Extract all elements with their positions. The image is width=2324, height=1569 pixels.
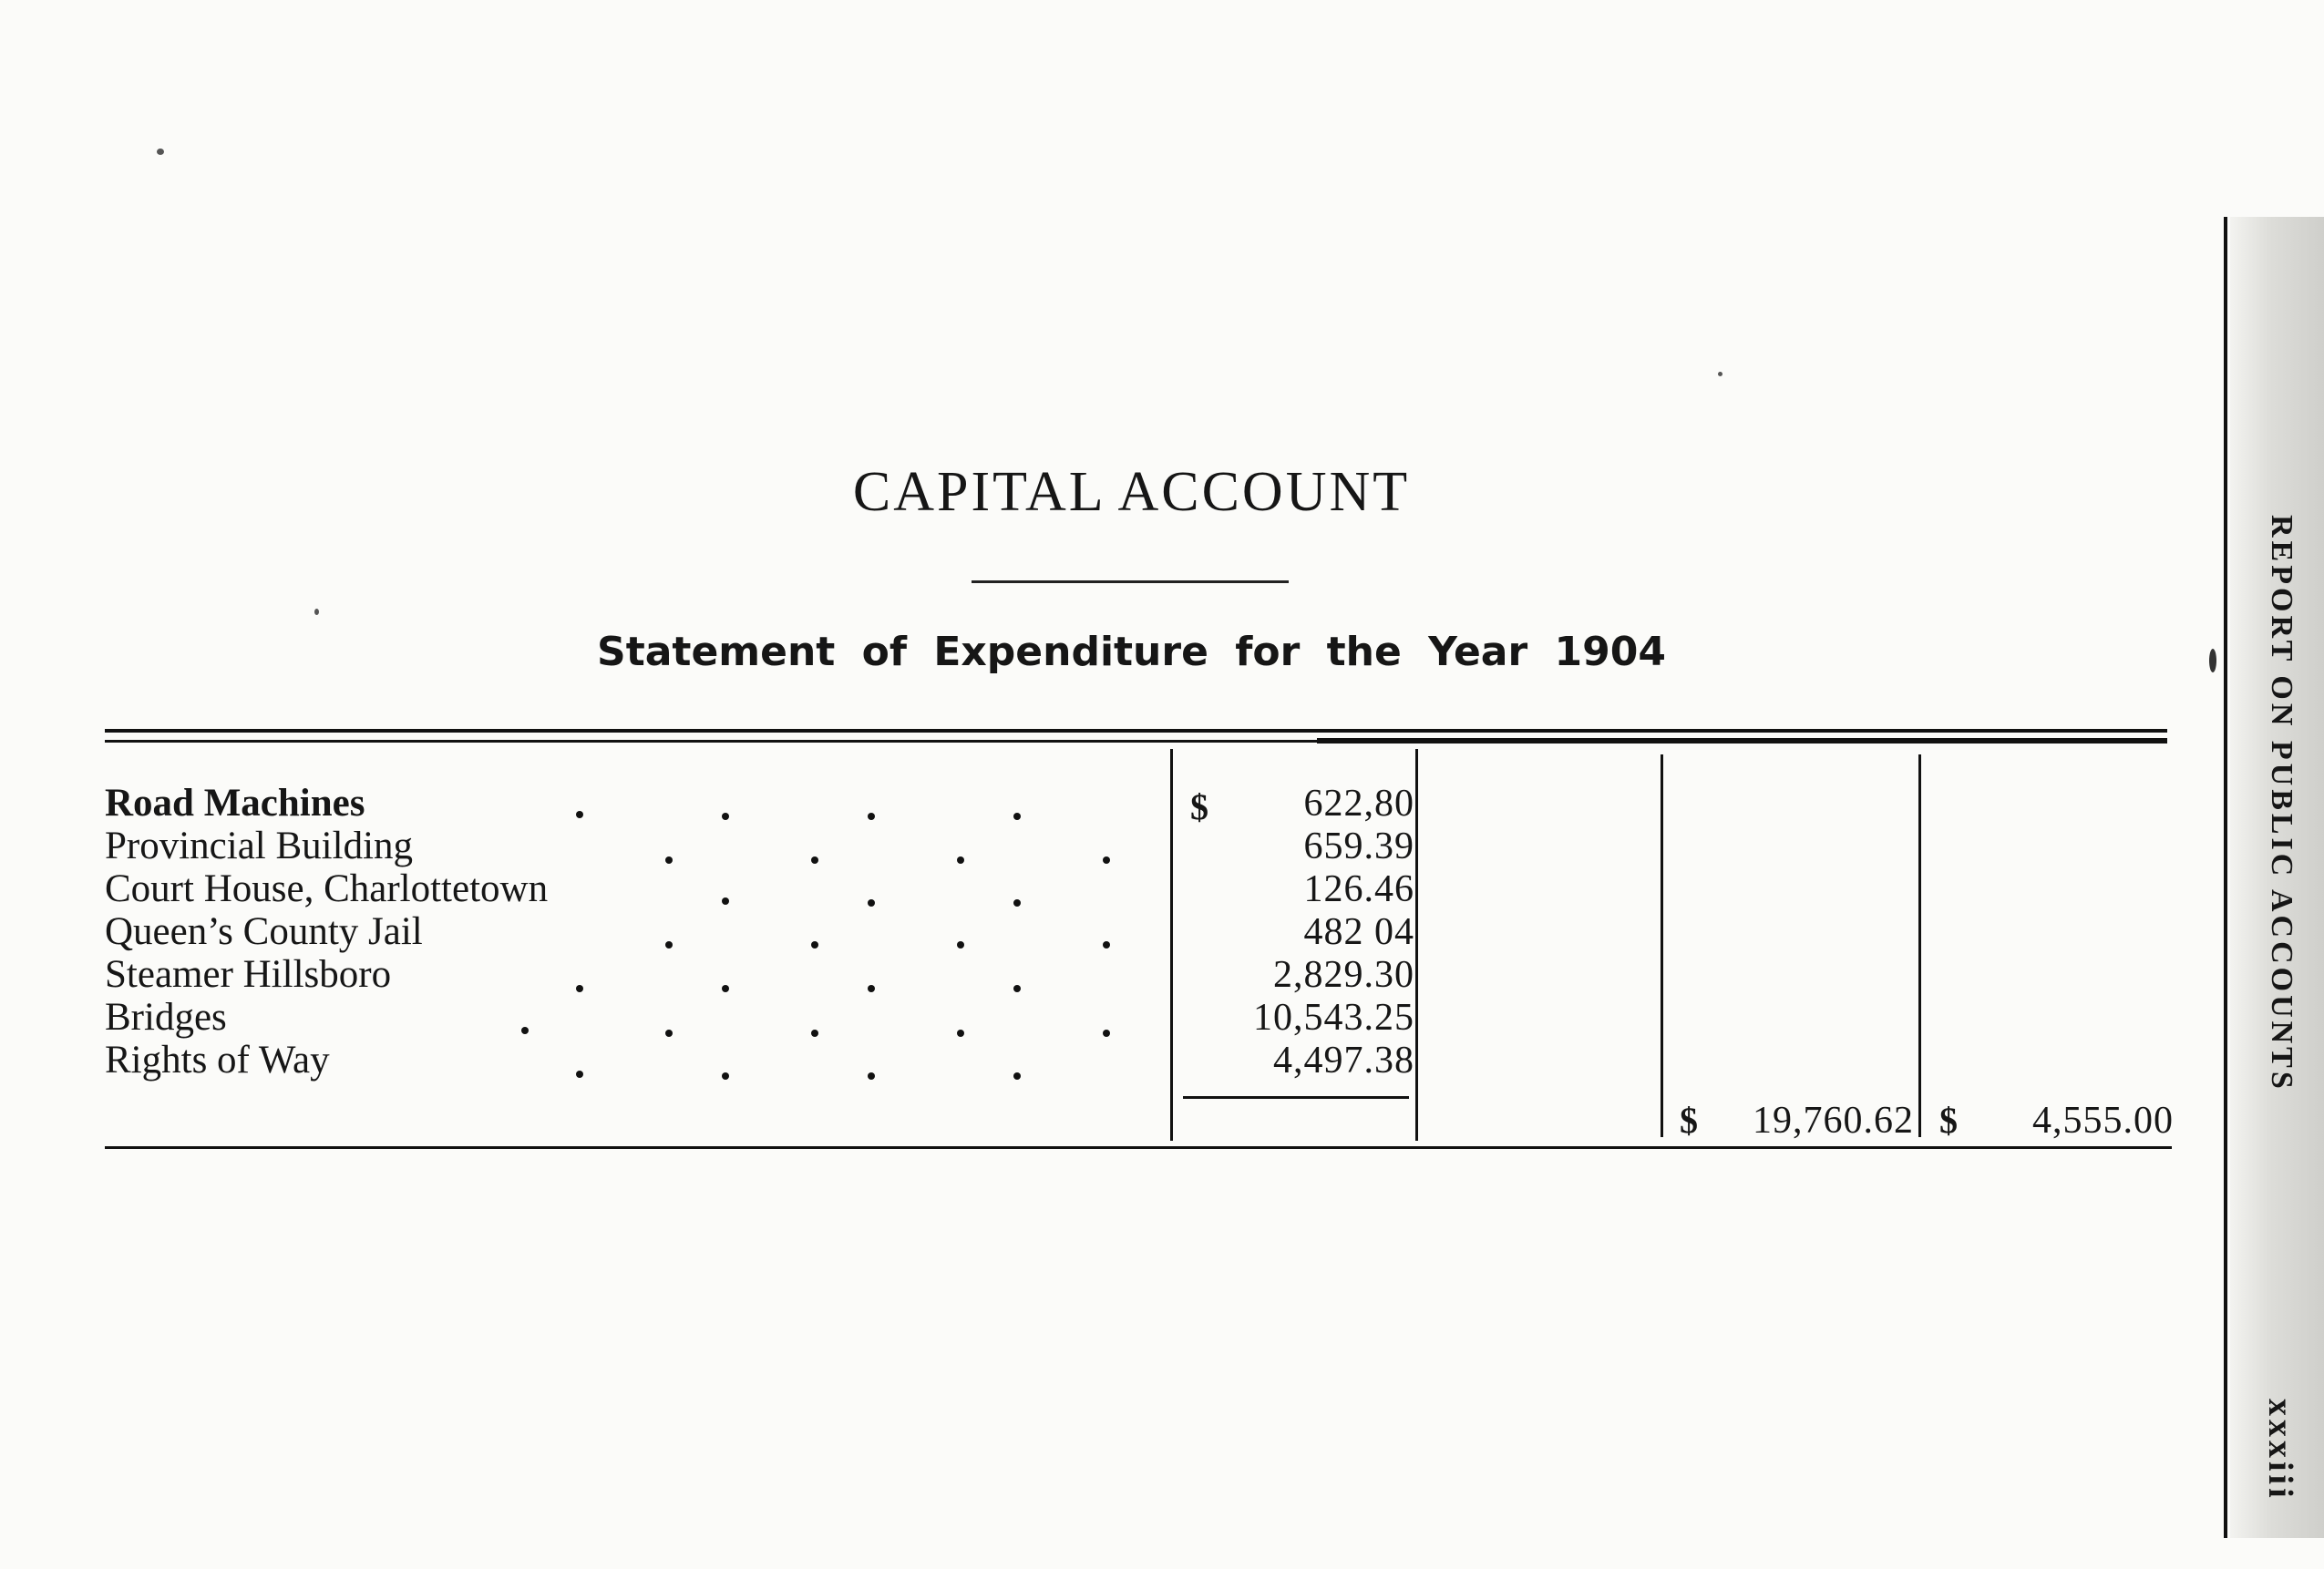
total-dollar-sign: $: [1939, 1100, 1958, 1141]
leader-dot: [1103, 856, 1110, 864]
leader-dot: [665, 1030, 673, 1037]
running-head: REPORT ON PUBLIC ACCOUNTS: [2265, 515, 2298, 1092]
item-amount: 4,497.38: [1273, 1040, 1414, 1082]
leader-dot: [1013, 813, 1021, 820]
leader-dot: [1013, 1072, 1021, 1080]
leader-dot: [576, 985, 583, 992]
page-number: xxxiii: [2261, 1399, 2299, 1502]
leader-dot: [1103, 1030, 1110, 1037]
item-amount: 482 04: [1303, 911, 1414, 953]
item-amount: 2,829.30: [1273, 954, 1414, 996]
leader-dot: [576, 1071, 583, 1078]
leader-dot: [811, 856, 818, 864]
total-amount-col4: 4,555.00: [2032, 1100, 2174, 1142]
table-top-rule-2: [105, 740, 1317, 743]
item-label-steamer-hillsboro: Steamer Hillsboro: [105, 953, 392, 996]
leader-dot: [1013, 985, 1021, 992]
leader-dot: [868, 1072, 875, 1080]
leader-dot: [521, 1027, 529, 1034]
amount-column: [1176, 782, 1414, 1128]
table-bottom-rule: [105, 1146, 2172, 1149]
item-label-road-machines: Road Machines: [105, 782, 365, 825]
leader-dot: [868, 813, 875, 820]
scan-speck: [157, 149, 164, 155]
leader-dot: [868, 985, 875, 992]
item-label-queens-county-jail: Queen’s County Jail: [105, 910, 423, 953]
item-amount: 659.39: [1303, 826, 1414, 867]
leader-dot: [1013, 899, 1021, 907]
leader-dot: [868, 899, 875, 907]
total-dollar-sign: $: [1680, 1100, 1698, 1141]
leader-dot: [811, 1030, 818, 1037]
column-rule-4: [1918, 754, 1921, 1137]
leader-dot: [1103, 941, 1110, 949]
column-rule-3: [1661, 754, 1663, 1137]
scan-speck: [1718, 372, 1722, 376]
amount-dollar-sign: $: [1190, 786, 1208, 827]
leader-dot: [576, 811, 583, 818]
leader-dot: [722, 1072, 729, 1080]
column-rule-2: [1415, 749, 1418, 1141]
title-rule: [972, 580, 1289, 583]
leader-dot: [665, 941, 673, 949]
leader-dot: [957, 1030, 964, 1037]
item-amount: 126.46: [1303, 868, 1414, 910]
leader-dot: [811, 941, 818, 949]
item-label-bridges: Bridges: [105, 996, 227, 1039]
page-title: CAPITAL ACCOUNT: [852, 461, 1411, 523]
gutter-rule: [2224, 217, 2227, 1538]
leader-dot: [957, 856, 964, 864]
table-top-rule-3: [1317, 738, 2167, 743]
scan-speck: [314, 609, 319, 615]
page-subtitle: Statement of Expenditure for the Year 1904: [597, 629, 1666, 675]
table-top-rule: [105, 729, 2167, 733]
leader-dot: [722, 985, 729, 992]
item-label-provincial-building: Provincial Building: [105, 825, 414, 867]
leader-dot: [957, 941, 964, 949]
item-amount: 622,80: [1303, 783, 1414, 825]
item-amount: 10,543.25: [1253, 997, 1414, 1039]
leader-dot: [722, 813, 729, 820]
item-label-court-house: Court House, Charlottetown: [105, 867, 549, 910]
leader-dot: [722, 897, 729, 905]
item-label-rights-of-way: Rights of Way: [105, 1039, 330, 1082]
total-amount-col3: 19,760.62: [1753, 1100, 1914, 1142]
leader-dot: [665, 856, 673, 864]
